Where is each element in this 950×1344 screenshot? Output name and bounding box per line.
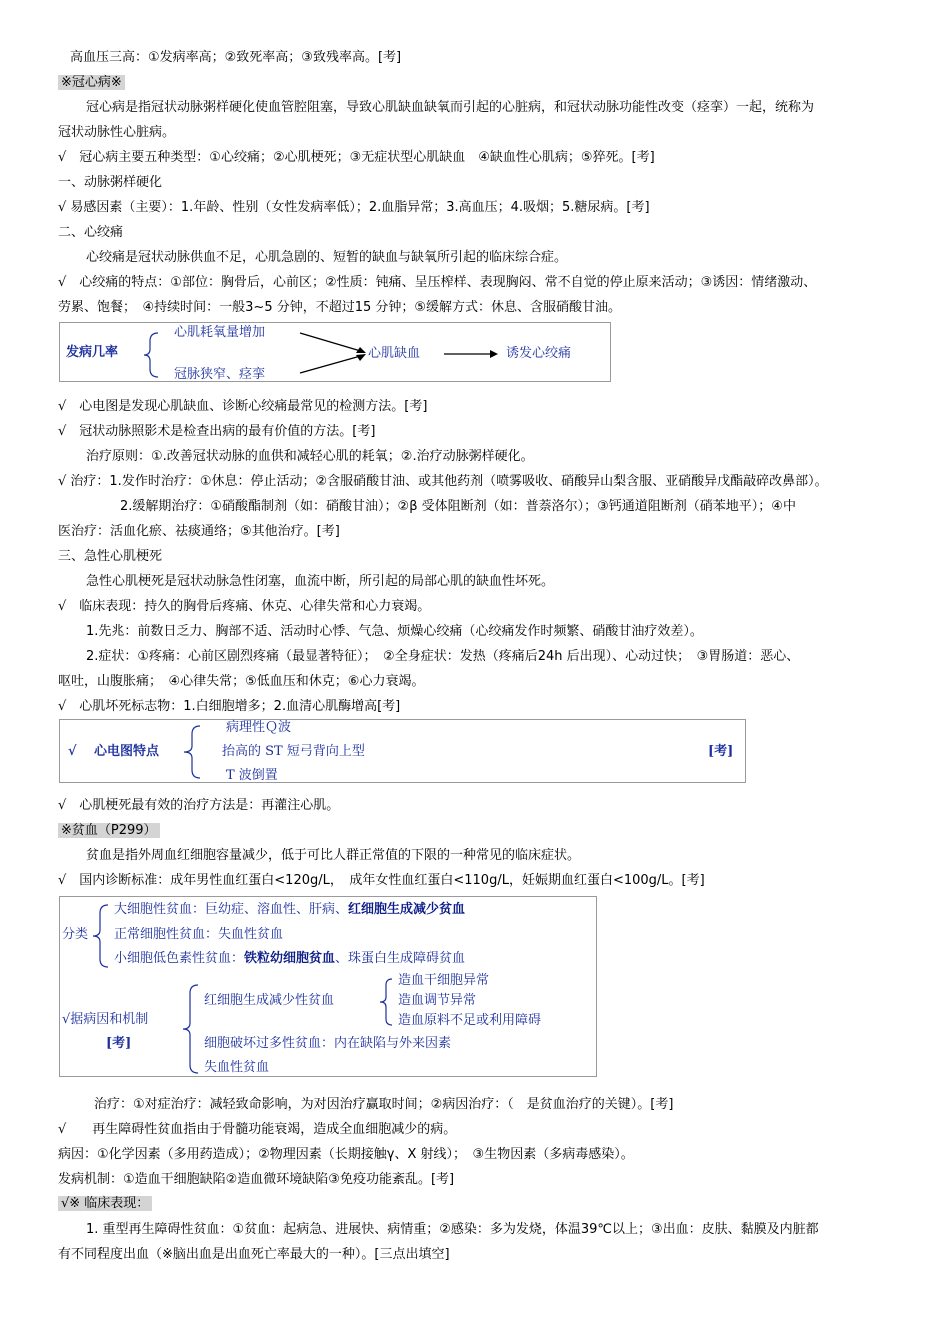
- highlight: ※贫血（P299）: [58, 823, 160, 838]
- class-text: 、珠蛋白生成障碍贫血: [335, 951, 466, 966]
- highlight: ※冠心病※: [58, 75, 125, 90]
- converging-arrows-icon: [300, 331, 370, 375]
- mechanism-excess-destruction: 细胞破坏过多性贫血：内在缺陷与外来因素: [204, 1036, 452, 1051]
- mechanism-blood-loss: 失血性贫血: [204, 1060, 270, 1075]
- ecg-item-1: 病理性Ｑ波: [226, 720, 292, 735]
- brace-icon: [180, 983, 200, 1075]
- text-line: √ 治疗：1.发作时治疗：①休息：停止活动；②含服硝酸甘油、或其他药剂（喷雾吸收、硝酸异山梨含服、亚硝酸异戊酯敲碎改鼻部）。: [58, 474, 828, 489]
- text-line: 高血压三高：①发病率高；②致死率高；③致残率高。[考]: [70, 50, 402, 65]
- text-line: √ 心肌坏死标志物：1.白细胞增多；2.血清心肌酶增高[考]: [58, 699, 401, 714]
- text-line: 1. 重型再生障碍性贫血：①贫血：起病急、进展快、病情重；②感染：多为发烧，体温39℃以上；③出血：皮肤、黏膜及内脏都: [86, 1222, 819, 1237]
- text-line: 呕吐，山腹胀痛； ④心律失常；⑤低血压和休克；⑥心力衰竭。: [58, 674, 425, 689]
- text-line: 发病机制：①造血干细胞缺陷②造血微环境缺陷③免疫功能紊乱。[考]: [58, 1172, 455, 1187]
- text-line: √ 心电图是发现心肌缺血、诊断心绞痛最常见的检测方法。[考]: [58, 399, 428, 414]
- text-line: √ 临床表现：持久的胸骨后疼痛、休克、心律失常和心力衰竭。: [58, 599, 431, 614]
- text-line: 治疗原则：①.改善冠状动脉的血供和减轻心肌的耗氧；②.治疗动脉粥样硬化。: [86, 449, 534, 464]
- exam-tag: [考]: [708, 744, 734, 759]
- mechanism-label: √据病因和机制: [62, 1012, 149, 1027]
- text-line: 冠心病是指冠状动脉粥样硬化使血管腔阻塞，导致心肌缺血缺氧而引起的心脏病，和冠状动脉功能性改变（痉挛）一起，统称为: [86, 100, 815, 115]
- text-line: 劳累、饱餐； ④持续时间：一般3~5 分钟，不超过15 分钟；⑤缓解方式：休息、含服硝酸甘油。: [58, 300, 622, 315]
- text-line: 心绞痛是冠状动脉供血不足，心肌急剧的、短暂的缺血与缺氧所引起的临床综合症。: [86, 250, 568, 265]
- brace-icon: [180, 724, 202, 780]
- class-text: 大细胞性贫血：巨幼症、溶血性、肝病、: [114, 902, 349, 917]
- check-mark: √: [68, 744, 77, 759]
- brace-icon: [378, 977, 394, 1027]
- text-line: √ 冠状动脉照影术是检查出病的最有价值的方法。[考]: [58, 424, 376, 439]
- text-line: √ 心绞痛的特点：①部位：胸骨后，心前区；②性质：钝痛、呈压榨样、表现胸闷、常不自觉的停止原来活动；③诱因：情绪激动、: [58, 275, 817, 290]
- class-normocytic: 正常细胞性贫血：失血性贫血: [114, 927, 284, 942]
- classification-label: 分类: [62, 927, 89, 942]
- mechanism-sub-3: 造血原料不足或利用障碍: [398, 1013, 542, 1028]
- diagram-root-label: 心电图特点: [94, 744, 160, 759]
- ecg-item-3: T 波倒置: [226, 768, 278, 783]
- diagram-result-label: 诱发心绞痛: [506, 346, 572, 361]
- text-line: √ 易感因素（主要）：1.年龄、性别（女性发病率低）；2.血脂异常；3.高血压；4.吸烟；5.糖尿病。[考]: [58, 200, 650, 215]
- section-heading-clinical: [0, 1195, 950, 1213]
- class-bold-text: 红细胞生成减少贫血: [348, 902, 466, 917]
- text-line: 急性心肌梗死是冠状动脉急性闭塞，血流中断，所引起的局部心肌的缺血性坏死。: [86, 574, 555, 589]
- diagram-root-label: 发病几率: [66, 345, 119, 360]
- subheading: 一、动脉粥样硬化: [58, 175, 163, 190]
- section-heading-anemia: [0, 822, 950, 840]
- mechanism-reduced-production: 红细胞生成减少性贫血: [204, 993, 335, 1008]
- brace-icon: [90, 903, 110, 969]
- text-line: 有不同程度出血（※脑出血是出血死亡率最大的一种）。[三点出填空]: [58, 1247, 450, 1262]
- text-line: √ 再生障碍性贫血指由于骨髓功能衰竭，造成全血细胞减少的病。: [58, 1122, 457, 1137]
- brace-icon: [140, 331, 160, 379]
- class-text: 小细胞低色素性贫血：: [114, 951, 245, 966]
- section-heading-chd: [0, 74, 950, 92]
- text-line: 1.先兆：前数日乏力、胸部不适、活动时心悸、气急、烦燥心绞痛（心绞痛发作时频繁、硝酸甘油疗效差）。: [86, 624, 703, 639]
- angina-mechanism-diagram: [59, 322, 611, 382]
- anemia-classification-diagram: [59, 896, 597, 1077]
- diagram-upper-label: 心肌耗氧量增加: [174, 325, 266, 340]
- ecg-item-2: 抬高的 ST 短弓背向上型: [222, 744, 365, 759]
- text-line: 贫血是指外周血红细胞容量减少，低于可比人群正常值的下限的一种常见的临床症状。: [86, 848, 581, 863]
- text-line: √ 冠心病主要五种类型：①心绞痛；②心肌梗死；③无症状型心肌缺血 ④缺血性心肌病；⑤猝死。[考]: [58, 150, 655, 165]
- arrow-right-icon: [444, 350, 500, 360]
- diagram-middle-label: 心肌缺血: [368, 346, 421, 361]
- highlight: √※ 临床表现：: [58, 1196, 152, 1211]
- class-bold-text: 铁粒幼细胞贫血: [244, 951, 336, 966]
- text-line: 病因：①化学因素（多用药造成）；②物理因素（长期接触γ、X 射线）； ③生物因素（多病毒感染）。: [58, 1147, 634, 1162]
- exam-tag: [考]: [106, 1036, 132, 1051]
- class-macrocytic: [114, 902, 465, 918]
- text-line: 治疗：①对症治疗：减轻致命影响，为对因治疗赢取时间；②病因治疗：（ 是贫血治疗的关键）。[考]: [94, 1097, 674, 1112]
- diagram-lower-label: 冠脉狭窄、痉挛: [174, 367, 266, 382]
- class-microcytic: [114, 951, 465, 967]
- subheading: 二、心绞痛: [58, 225, 124, 240]
- text-line: √ 国内诊断标准：成年男性血红蛋白<120g/L， 成年女性血红蛋白<110g/L，妊娠期血红蛋白<100g/L。[考]: [58, 873, 705, 888]
- mechanism-sub-1: 造血干细胞异常: [398, 973, 490, 988]
- text-line: √ 心肌梗死最有效的治疗方法是：再灌注心肌。: [58, 798, 340, 813]
- text-line: 冠状动脉性心脏病。: [58, 125, 176, 140]
- subheading: 三、急性心肌梗死: [58, 549, 163, 564]
- ecg-features-diagram: [59, 719, 746, 783]
- text-line: 2.缓解期治疗：①硝酸酯制剂（如：硝酸甘油）；②β 受体阻断剂（如：普萘洛尔）；③钙通道阻断剂（硝苯地平）；④中: [120, 499, 796, 514]
- mechanism-sub-2: 造血调节异常: [398, 993, 477, 1008]
- text-line: 医治疗：活血化瘀、祛痰通络；⑤其他治疗。[考]: [58, 524, 340, 539]
- text-line: 2.症状：①疼痛：心前区剧烈疼痛（最显著特征）； ②全身症状：发热（疼痛后24h 后出现）、心动过快； ③胃肠道：恶心、: [86, 649, 800, 664]
